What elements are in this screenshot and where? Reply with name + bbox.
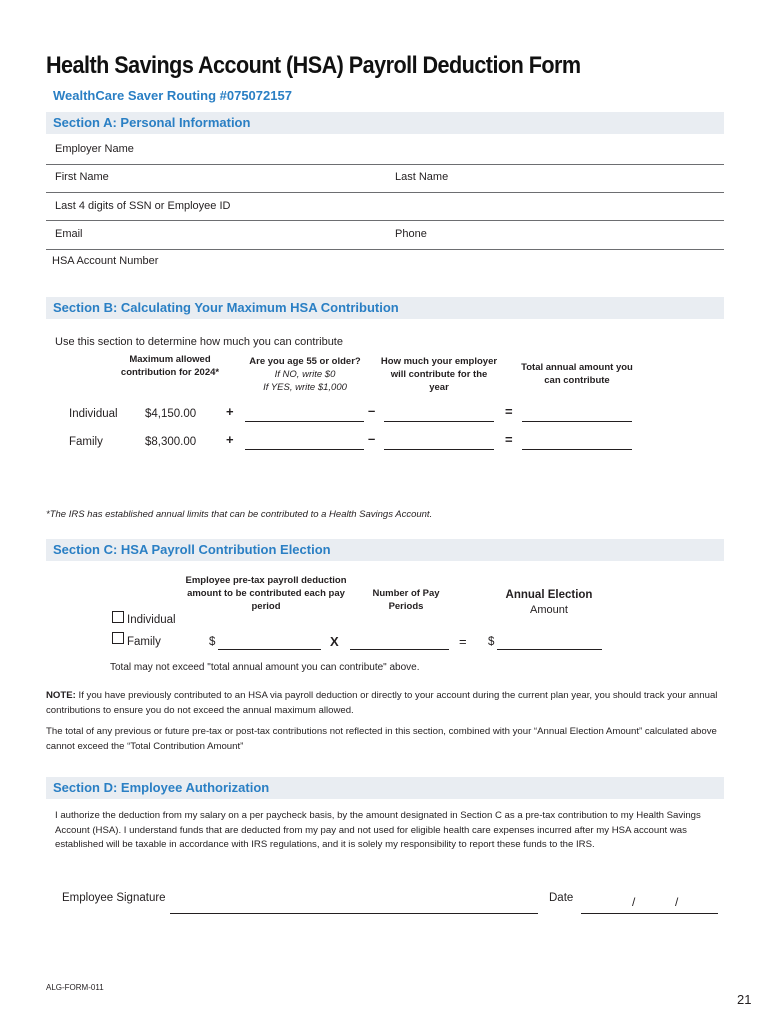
individual-checkbox[interactable] bbox=[112, 611, 124, 623]
routing-number: WealthCare Saver Routing #075072157 bbox=[53, 88, 292, 103]
note2-paragraph: The total of any previous or future pre-tax or post-tax contributions not reflected in this section, combined with your “Annual Election Amount” calculated above cannot exceed the “Total Contribution Amount” bbox=[46, 726, 717, 752]
ssn-field[interactable] bbox=[46, 220, 724, 221]
ssn-label: Last 4 digits of SSN or Employee ID bbox=[55, 200, 231, 212]
col-annual-election bbox=[495, 588, 603, 618]
section-c-title: Section C: HSA Payroll Contribution Election bbox=[53, 542, 331, 557]
email-phone-field[interactable] bbox=[46, 249, 724, 250]
times-sign: X bbox=[330, 634, 339, 649]
page-number: 21 bbox=[737, 992, 752, 1007]
page-title: Health Savings Account (HSA) Payroll Deduction Form bbox=[46, 52, 581, 79]
email-label: Email bbox=[55, 228, 83, 240]
section-a-header bbox=[46, 112, 724, 134]
equals-sign: = bbox=[459, 634, 467, 649]
individual-option-label: Individual bbox=[127, 614, 176, 626]
col-max-allowed: Maximum allowed contribution for 2024* bbox=[120, 354, 220, 378]
section-b-header bbox=[46, 297, 724, 319]
date-slash-2: / bbox=[675, 895, 679, 909]
annual-election-field[interactable] bbox=[497, 649, 602, 650]
row-individual-label: Individual bbox=[69, 408, 118, 420]
date-slash-1: / bbox=[632, 895, 636, 909]
date-label: Date bbox=[549, 892, 574, 904]
note-text: If you have previously contributed to an HSA via payroll deduction or directly to your account during the current plan year, you should track your annual contributions to ensure you do not exceed the annual maximum allowed. bbox=[46, 690, 718, 716]
phone-label: Phone bbox=[395, 228, 427, 240]
section-d-title: Section D: Employee Authorization bbox=[53, 780, 270, 795]
minus-sign: – bbox=[368, 403, 376, 418]
irs-footnote: *The IRS has established annual limits that can be contributed to a Health Savings Account. bbox=[46, 509, 433, 520]
note-paragraph bbox=[46, 689, 724, 718]
col-total-annual: Total annual amount you can contribute bbox=[521, 362, 633, 386]
annual-dollar-sign: $ bbox=[488, 636, 495, 648]
name-field[interactable] bbox=[46, 192, 724, 193]
section-c-header bbox=[46, 539, 724, 561]
individual-employer-field[interactable] bbox=[384, 421, 494, 422]
row-individual-max: $4,150.00 bbox=[145, 408, 197, 420]
authorization-text: I authorize the deduction from my salary on a per paycheck basis, by the amount designated in Section C as a pre-tax contribution to my Health Savings Account (HSA). I understand funds that are deducted from my pay and not used for eligible health care expenses incurred after my HSA account was established will be taxable in accordance with IRS regulations, and it is solely my responsibility to report these funds to the IRS. bbox=[55, 810, 701, 850]
family-option-label: Family bbox=[127, 636, 161, 648]
signature-label: Employee Signature bbox=[62, 892, 166, 904]
col-employer-contribution: How much your employer will contribute for the year bbox=[380, 356, 498, 393]
pay-periods-field[interactable] bbox=[350, 649, 449, 650]
col-age-55 bbox=[237, 355, 373, 394]
section-b-title: Section B: Calculating Your Maximum HSA Contribution bbox=[53, 300, 399, 315]
family-total-field[interactable] bbox=[522, 449, 632, 450]
equals-sign: = bbox=[505, 404, 513, 419]
section-b-intro: Use this section to determine how much you can contribute bbox=[55, 336, 343, 348]
col-annual-election-title: Annual Election bbox=[505, 589, 593, 601]
employer-name-field[interactable] bbox=[46, 164, 724, 165]
total-limit-note: Total may not exceed "total annual amount you can contribute" above. bbox=[110, 662, 420, 673]
family-age-field[interactable] bbox=[245, 449, 364, 450]
row-family-label: Family bbox=[69, 436, 103, 448]
section-a-title: Section A: Personal Information bbox=[53, 115, 251, 130]
plus-sign: + bbox=[226, 404, 234, 419]
family-employer-field[interactable] bbox=[384, 449, 494, 450]
col-age-question: Are you age 55 or older? bbox=[249, 356, 361, 367]
plus-sign: + bbox=[226, 432, 234, 447]
individual-age-field[interactable] bbox=[245, 421, 364, 422]
deduction-amount-field[interactable] bbox=[218, 649, 321, 650]
col-age-yes: If YES, write $1,000 bbox=[263, 382, 347, 393]
equals-sign: = bbox=[505, 432, 513, 447]
signature-field[interactable] bbox=[170, 913, 538, 914]
row-family-max: $8,300.00 bbox=[145, 436, 197, 448]
hsa-account-label: HSA Account Number bbox=[52, 255, 159, 267]
col-pay-periods: Number of Pay Periods bbox=[372, 588, 440, 612]
date-field[interactable] bbox=[581, 913, 718, 914]
first-name-label: First Name bbox=[55, 171, 109, 183]
section-d-header bbox=[46, 777, 724, 799]
col-age-no: If NO, write $0 bbox=[274, 369, 336, 380]
family-checkbox[interactable] bbox=[112, 632, 124, 644]
note-label: NOTE: bbox=[46, 690, 76, 701]
individual-total-field[interactable] bbox=[522, 421, 632, 422]
minus-sign: – bbox=[368, 431, 376, 446]
employer-name-label: Employer Name bbox=[55, 143, 134, 155]
form-id: ALG-FORM-011 bbox=[46, 983, 104, 992]
col-annual-election-sub: Amount bbox=[530, 604, 568, 616]
col-deduction: Employee pre-tax payroll deduction amount to be contributed each pay period bbox=[185, 575, 347, 612]
deduction-dollar-sign: $ bbox=[209, 636, 216, 648]
last-name-label: Last Name bbox=[395, 171, 449, 183]
